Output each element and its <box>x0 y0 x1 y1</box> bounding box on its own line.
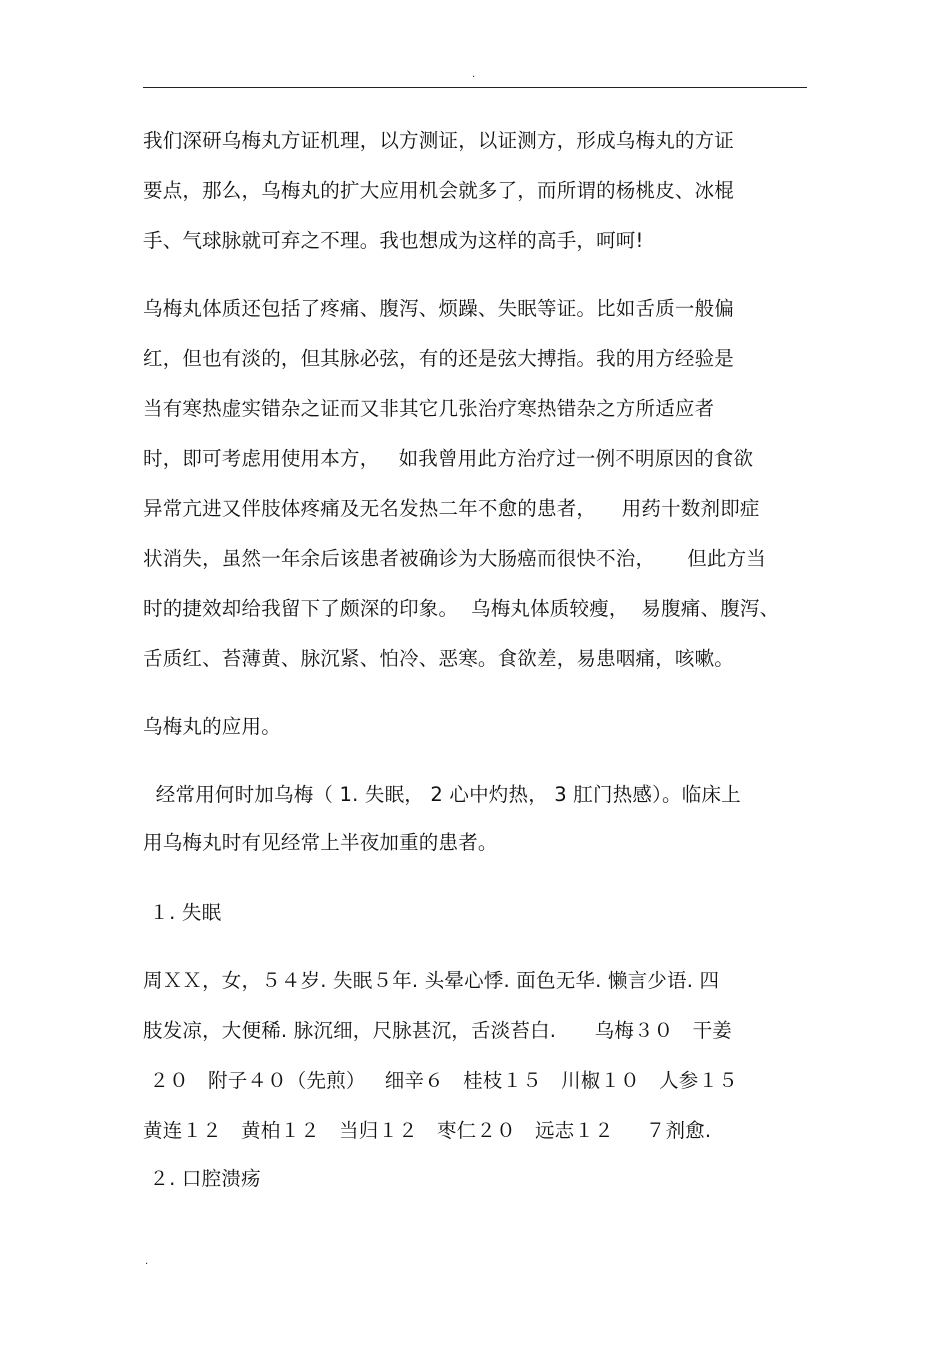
case-line: 黄连１２ 黄柏１２ 当归１２ 枣仁２０ 远志１２ ７剂愈. <box>143 1119 712 1142</box>
case-line: ２０ 附子４０（先煎） 细辛６ 桂枝１５ 川椒１０ 人参１５ <box>143 1069 738 1092</box>
text-line: 时，即可考虑用使用本方， 如我曾用此方治疗过一例不明原因的食欲 <box>143 447 754 470</box>
case-line: 周ＸＸ，女，５４岁. 失眠５年. 头晕心悸. 面色无华. 懒言少语. 四 <box>143 969 720 992</box>
header-mark: . <box>472 69 476 80</box>
list-heading-oral-ulcer: ２. 口腔溃疡 <box>143 1167 261 1190</box>
text-line: 要点，那么，乌梅丸的扩大应用机会就多了，而所谓的杨桃皮、冰棍 <box>143 179 735 202</box>
header-rule <box>143 87 807 88</box>
text-line: 当有寒热虚实错杂之证而又非其它几张治疗寒热错杂之方所适应者 <box>143 397 715 420</box>
text-line: 乌梅丸体质还包括了疼痛、腹泻、烦躁、失眠等证。比如舌质一般偏 <box>143 297 735 320</box>
text-line: 用乌梅丸时有见经常上半夜加重的患者。 <box>143 831 498 854</box>
text-line: 经常用何时加乌梅（ 1. 失眠， 2 心中灼热， 3 肛门热感）。临床上 <box>143 783 741 806</box>
text-line: 时的捷效却给我留下了颇深的印象。 乌梅丸体质较瘦， 易腹痛、腹泻、 <box>143 597 780 620</box>
text-line: 我们深研乌梅丸方证机理，以方测证，以证测方，形成乌梅丸的方证 <box>143 129 735 152</box>
case-line: 肢发凉，大便稀. 脉沉细，尺脉甚沉，舌淡苔白. 乌梅３０ 干姜 <box>143 1019 732 1042</box>
text-line: 舌质红、苔薄黄、脉沉紧、怕冷、恶寒。食欲差，易患咽痛，咳嗽。 <box>143 647 735 670</box>
text-line: 手、气球脉就可弃之不理。我也想成为这样的高手，呵呵! <box>143 229 644 252</box>
text-line: 异常亢进又伴肢体疼痛及无名发热二年不愈的患者， 用药十数剂即症 <box>143 497 760 520</box>
text-line: 红，但也有淡的，但其脉必弦，有的还是弦大搏指。我的用方经验是 <box>143 347 735 370</box>
text-line: 状消失，虽然一年余后该患者被确诊为大肠癌而很快不治， 但此方当 <box>143 547 766 570</box>
list-heading-insomnia: １. 失眠 <box>143 901 222 924</box>
section-heading: 乌梅丸的应用。 <box>143 715 281 738</box>
footer-mark: . <box>145 1256 149 1267</box>
